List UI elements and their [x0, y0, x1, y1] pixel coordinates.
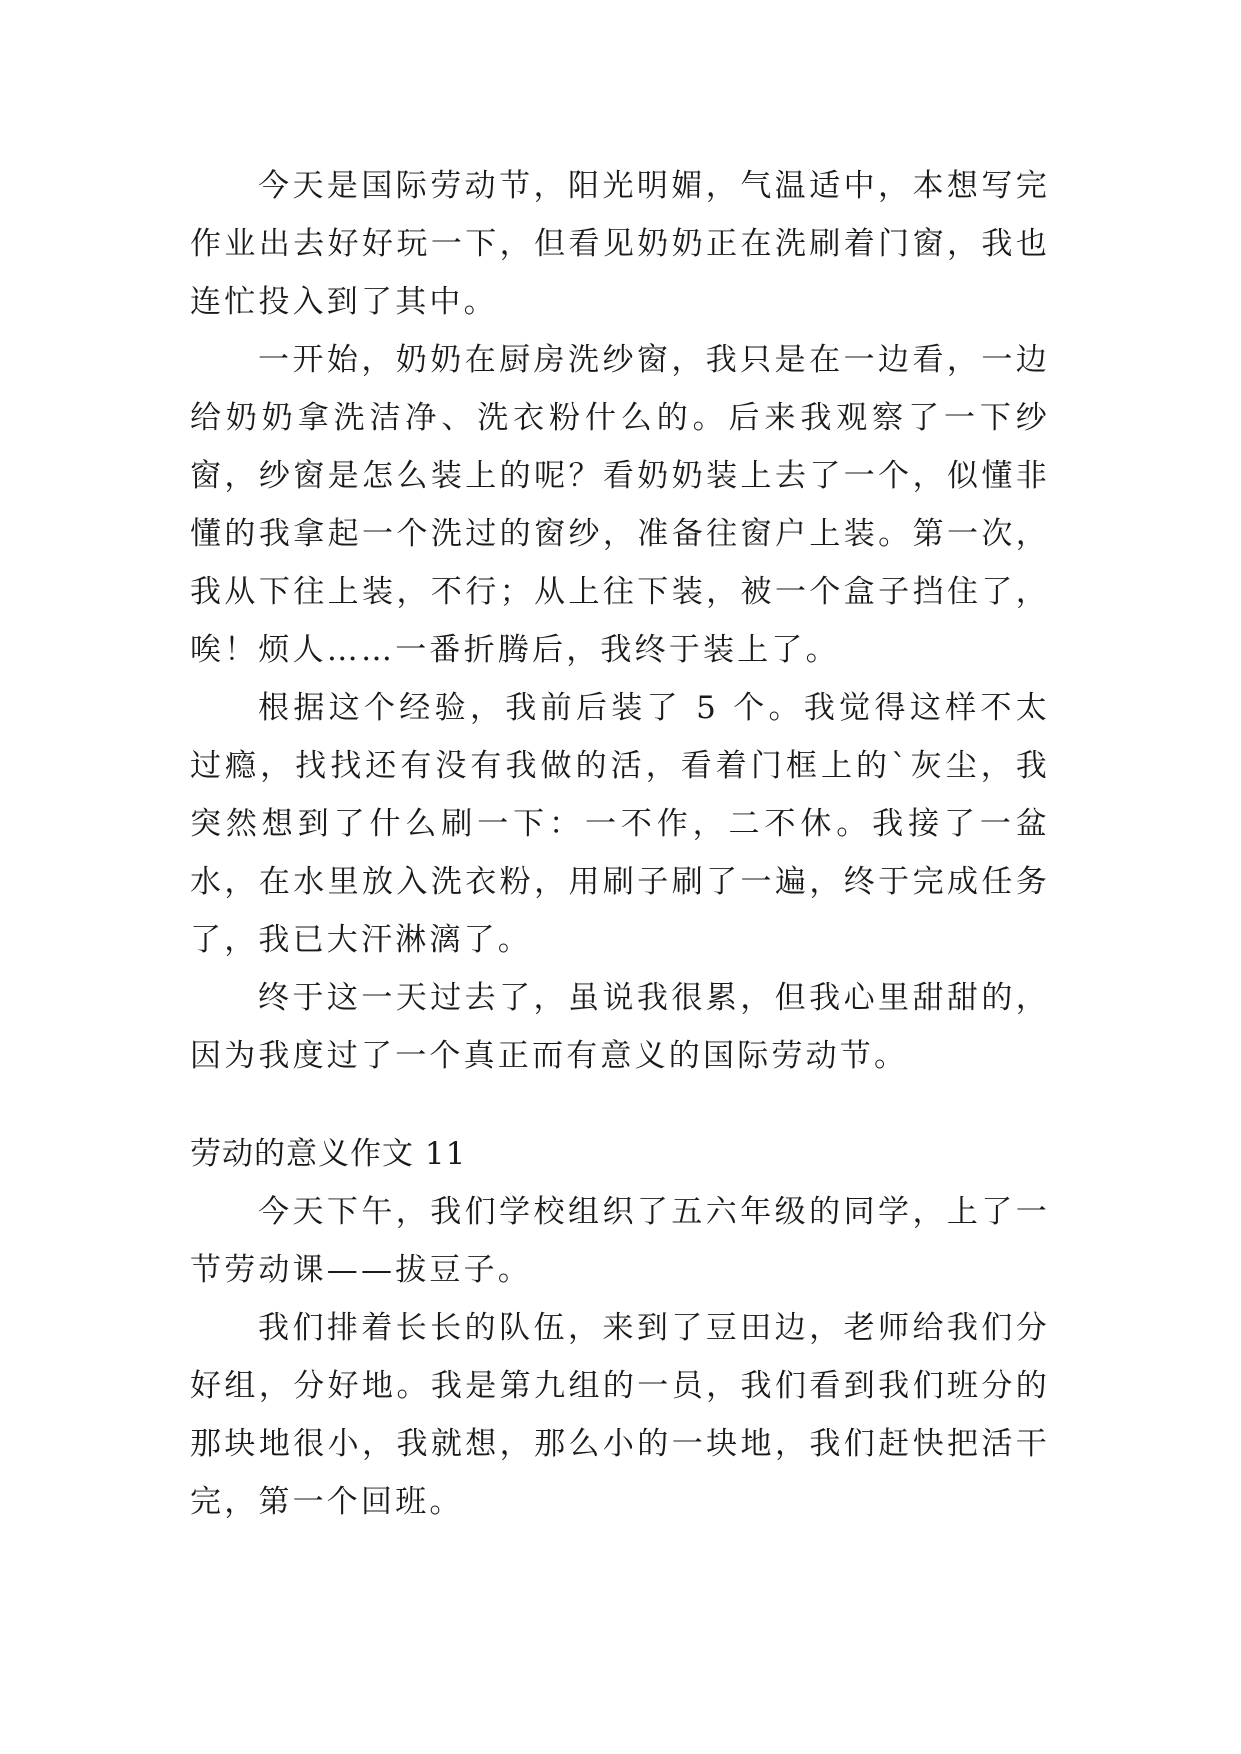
- paragraph: 我们排着长长的队伍，来到了豆田边，老师给我们分好组，分好地。我是第九组的一员，我们看到我们班分的那块地很小，我就想，那么小的一块地，我们赶快把活干完，第一个回班。: [190, 1310, 1050, 1520]
- paragraph: 今天是国际劳动节，阳光明媚，气温适中，本想写完作业出去好好玩一下，但看见奶奶正在洗刷着门窗，我也连忙投入到了其中。: [190, 168, 1050, 320]
- section-spacer: [190, 1085, 1050, 1125]
- paragraph: 根据这个经验，我前后装了 5 个。我觉得这样不太过瘾，找找还有没有我做的活，看着门框上的`灰尘，我突然想到了什么刷一下：一不作，二不休。我接了一盆水，在水里放入洗衣粉，用刷子刷了一遍，终于完成任务了，我已大汗淋漓了。: [190, 690, 1050, 958]
- section-heading: 劳动的意义作文 11: [190, 1136, 467, 1172]
- paragraph: 今天下午，我们学校组织了五六年级的同学，上了一节劳动课——拔豆子。: [190, 1194, 1050, 1288]
- paragraph: 一开始，奶奶在厨房洗纱窗，我只是在一边看，一边给奶奶拿洗洁净、洗衣粉什么的。后来我观察了一下纱窗，纱窗是怎么装上的呢？看奶奶装上去了一个，似懂非懂的我拿起一个洗过的窗纱，准备往窗户上装。第一次，我从下往上装，不行；从上往下装，被一个盒子挡住了，唉！烦人……一番折腾后，我终于装上了。: [190, 342, 1050, 668]
- document-body: [190, 157, 1050, 1531]
- paragraph: 终于这一天过去了，虽说我很累，但我心里甜甜的，因为我度过了一个真正而有意义的国际劳动节。: [190, 980, 1050, 1074]
